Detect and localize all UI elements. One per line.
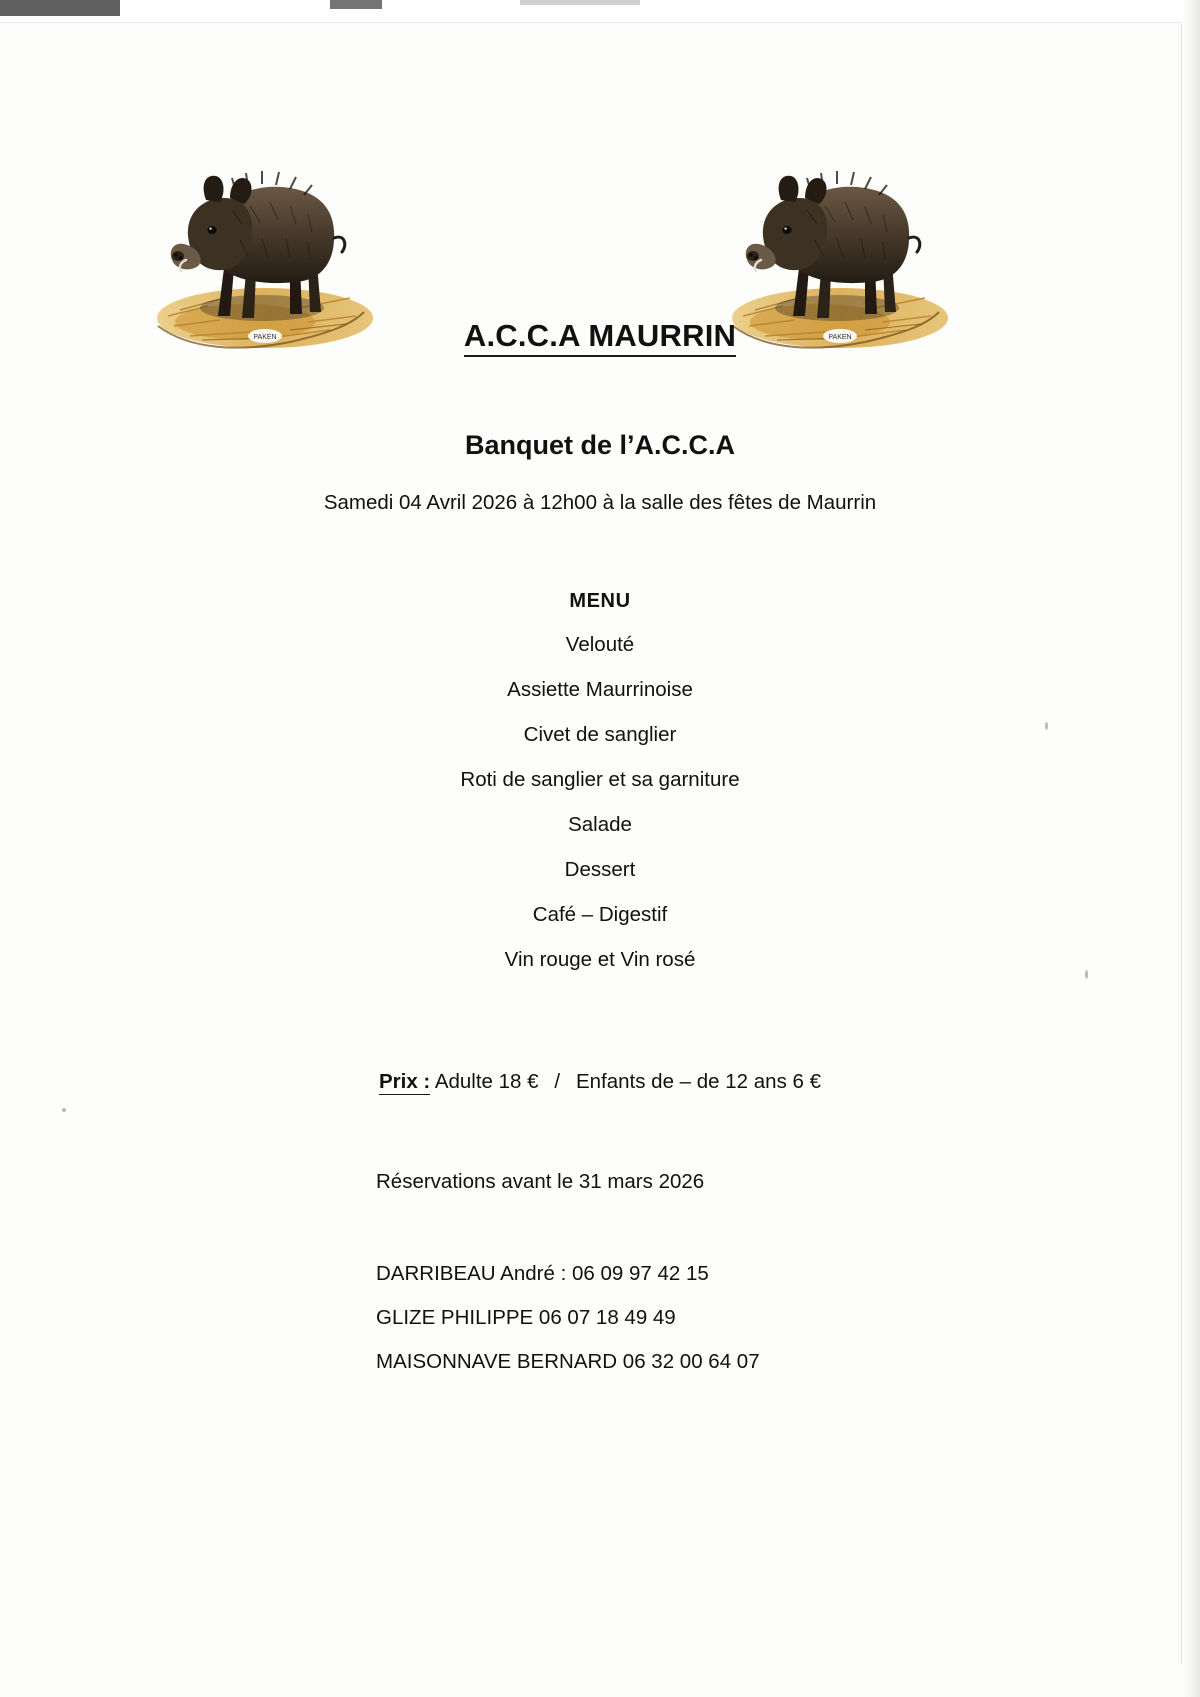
contact-line: DARRIBEAU André : 06 09 97 42 15 <box>376 1262 709 1285</box>
price-adult: Adulte 18 € <box>434 1070 539 1093</box>
price-child: Enfants de – de 12 ans 6 € <box>575 1070 822 1093</box>
menu-item: Civet de sanglier <box>523 723 677 746</box>
scan-speck <box>62 1108 66 1112</box>
menu-item: Roti de sanglier et sa garniture <box>460 768 740 791</box>
menu-item: Assiette Maurrinoise <box>507 678 693 701</box>
scan-artifact <box>330 0 382 9</box>
svg-text:PAKEN: PAKEN <box>828 334 852 341</box>
svg-text:PAKEN: PAKEN <box>253 334 277 341</box>
menu-item: Velouté <box>565 633 635 656</box>
menu-item: Vin rouge et Vin rosé <box>504 948 696 971</box>
event-datetime-location: Samedi 04 Avril 2026 à 12h00 à la salle des fêtes de Maurrin <box>323 491 877 514</box>
menu-item: Salade <box>568 813 632 836</box>
page-title <box>0 318 1200 354</box>
page-title-text: A.C.C.A MAURRIN <box>464 318 736 357</box>
menu-item: Café – Digestif <box>532 903 668 926</box>
menu-heading: MENU <box>569 590 631 612</box>
event-subtitle: Banquet de l’A.C.C.A <box>464 430 735 460</box>
scan-artifact <box>520 0 640 5</box>
contact-line: MAISONNAVE BERNARD 06 32 00 64 07 <box>376 1350 760 1373</box>
price-separator: / <box>554 1070 561 1093</box>
menu-section <box>0 590 1200 972</box>
scan-artifact <box>0 0 120 16</box>
price-label: Prix : <box>378 1070 431 1093</box>
contact-line: GLIZE PHILIPPE 06 07 18 49 49 <box>376 1306 676 1329</box>
price-line <box>0 1070 1200 1094</box>
menu-item: Dessert <box>564 858 636 881</box>
contacts-section <box>376 1262 760 1374</box>
reservation-deadline: Réservations avant le 31 mars 2026 <box>376 1170 705 1193</box>
